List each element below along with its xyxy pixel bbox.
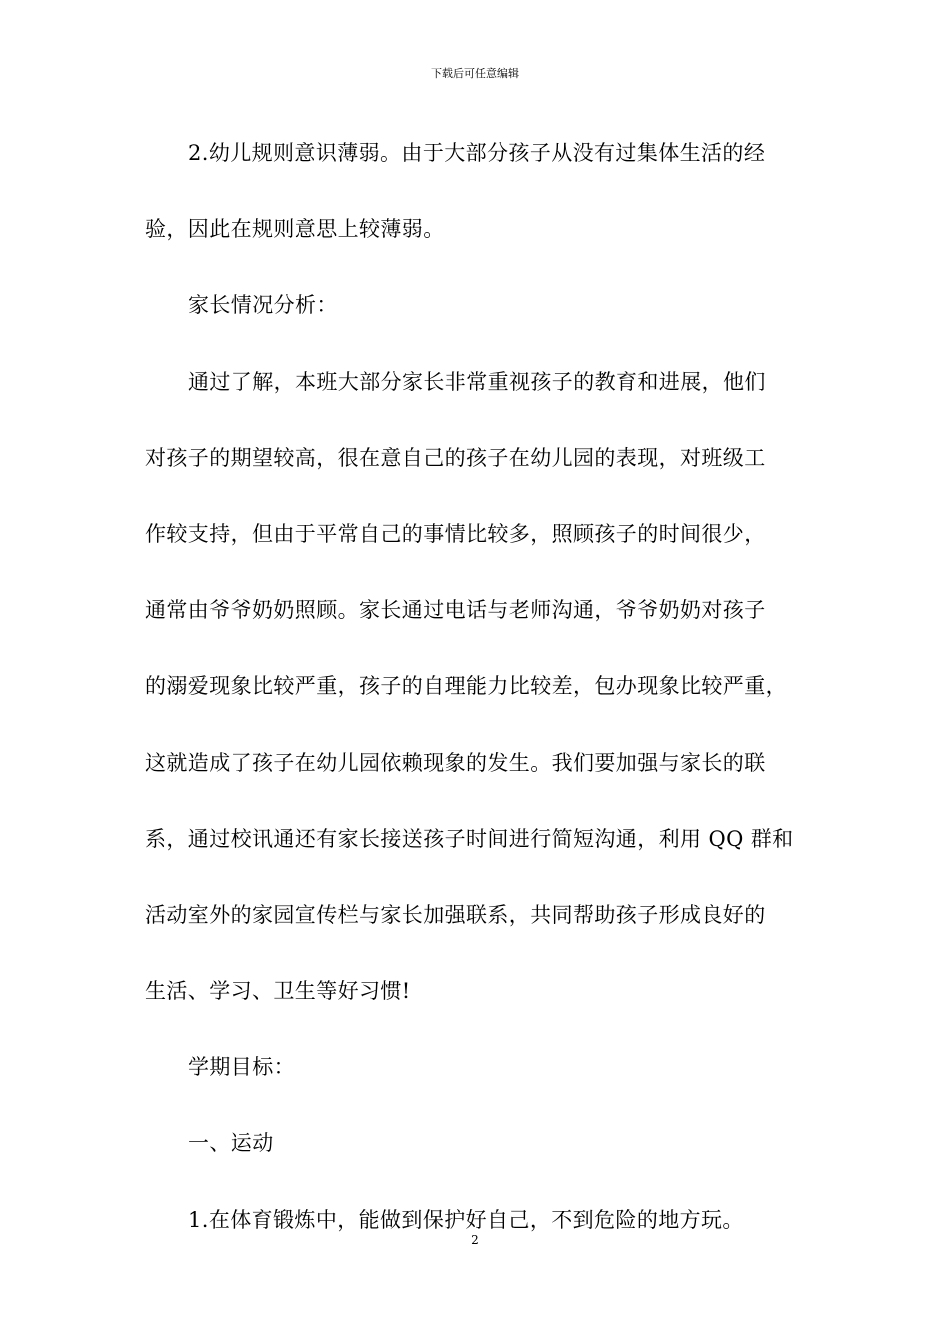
text-line: 生活、学习、卫生等好习惯! — [145, 979, 411, 1004]
text-line: 这就造成了孩子在幼儿园依赖现象的发生。我们要加强与家长的联 — [145, 750, 766, 775]
text-line: 的溺爱现象比较严重，孩子的自理能力比较差，包办现象比较严重， — [145, 674, 787, 699]
text-line: 1.在体育锻炼中，能做到保护好自己，不到危险的地方玩。 — [188, 1207, 744, 1232]
page-number: 2 — [471, 1233, 479, 1247]
document-body — [145, 133, 815, 1276]
text-line: 通过了解，本班大部分家长非常重视孩子的教育和进展，他们 — [188, 369, 766, 394]
text-line: 通常由爷爷奶奶照顾。家长通过电话与老师沟通，爷爷奶奶对孩子 — [145, 598, 766, 623]
text-line: 验，因此在规则意思上较薄弱。 — [145, 217, 445, 242]
text-line: 2.幼儿规则意识薄弱。由于大部分孩子从没有过集体生活的经 — [188, 141, 766, 165]
header-note: 下载后可任意编辑 — [431, 67, 519, 80]
text-line: 家长情况分析： — [188, 293, 338, 318]
text-line: 学期目标： — [188, 1055, 295, 1080]
text-line: 系，通过校讯通还有家长接送孩子时间进行简短沟通，利用 QQ 群和 — [145, 826, 794, 851]
text-line: 作较支持，但由于平常自己的事情比较多，照顾孩子的时间很少， — [145, 521, 766, 546]
text-line: 一、运动 — [188, 1131, 274, 1156]
text-line: 活动室外的家园宣传栏与家长加强联系，共同帮助孩子形成良好的 — [145, 902, 766, 927]
text-line: 对孩子的期望较高，很在意自己的孩子在幼儿园的表现，对班级工 — [145, 445, 766, 470]
